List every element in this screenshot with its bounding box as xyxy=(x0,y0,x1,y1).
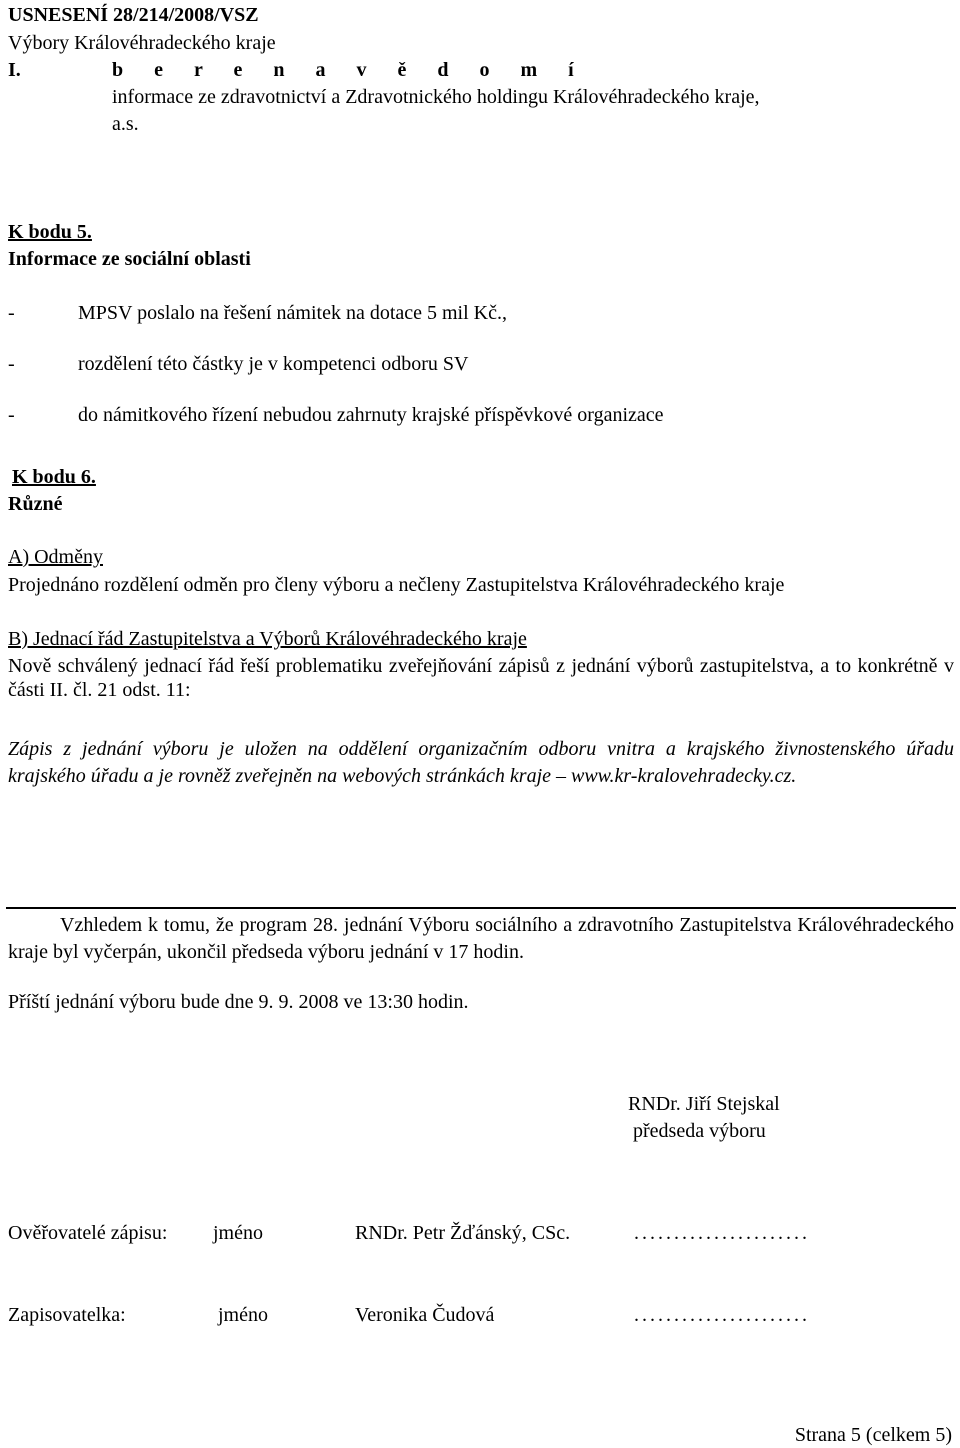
resolution-number: USNESENÍ 28/214/2008/VSZ xyxy=(8,4,259,26)
point5-heading: K bodu 5. xyxy=(8,221,92,243)
section-text-line2: a.s. xyxy=(112,113,139,135)
verifiers-name: RNDr. Petr Žďánský, CSc. xyxy=(355,1222,571,1244)
point6-heading: K bodu 6. xyxy=(12,466,96,488)
bullet-dash: - xyxy=(8,404,15,426)
point5-item-text: do námitkového řízení nebudou zahrnuty krajské příspěvkové organizace xyxy=(78,404,664,426)
recorder-signature-line: ...................... xyxy=(634,1304,810,1326)
next-meeting: Příští jednání výboru bude dne 9. 9. 2008 ve 13:30 hodin. xyxy=(8,991,469,1013)
recorder-name: Veronika Čudová xyxy=(355,1304,495,1326)
bullet-dash: - xyxy=(8,302,15,324)
point5-item-text: rozdělení této částky je v kompetenci odboru SV xyxy=(78,353,469,375)
point6-title: Různé xyxy=(8,493,63,515)
signatory-role: předseda výboru xyxy=(633,1120,766,1142)
closing-paragraph: Vzhledem k tomu, že program 28. jednání Výboru sociálního a zdravotního Zastupitelstva Královéhradeckého kraje byl vyčerpán, ukončil předseda výboru jednání v 17 hodin. xyxy=(8,914,954,963)
verifiers-label: Ověřovatelé zápisu: xyxy=(8,1222,168,1244)
point5-item xyxy=(8,403,960,427)
section-action: b e r e n a v ě d o m í xyxy=(112,59,587,81)
recorder-label: Zapisovatelka: xyxy=(8,1304,126,1326)
page-number: Strana 5 (celkem 5) xyxy=(794,1424,952,1446)
point5-item xyxy=(8,301,960,325)
bullet-dash: - xyxy=(8,353,15,375)
horizontal-rule xyxy=(6,907,956,909)
subsection-a-text: Projednáno rozdělení odměn pro členy výboru a nečleny Zastupitelstva Královéhradeckého kraje xyxy=(8,574,785,596)
point5-item-text: MPSV poslalo na řešení námitek na dotace 5 mil Kč., xyxy=(78,302,507,324)
subsection-b-title: B) Jednací řád Zastupitelstva a Výborů Královéhradeckého kraje xyxy=(8,628,527,650)
subsection-a-title: A) Odměny xyxy=(8,546,103,568)
point5-title: Informace ze sociální oblasti xyxy=(8,248,251,270)
subsection-b-text: Nově schválený jednací řád řeší problematiku zveřejňování zápisů z jednání výborů zastupitelstva, a to konkrétně v části II. čl. 21 odst. 11: xyxy=(8,655,954,701)
verifiers-name-label: jméno xyxy=(213,1222,263,1244)
quote-paragraph: Zápis z jednání výboru je uložen na oddělení organizačním odboru vnitra a krajského živnostenského úřadu krajského úřadu a je rovněž zveřejněn na webových stránkách kraje – www.kr-kralovehradecky.cz. xyxy=(8,738,954,787)
recorder-row xyxy=(0,1304,960,1330)
verifiers-row xyxy=(0,1222,960,1248)
section-numeral: I. xyxy=(8,59,21,81)
signatory-name: RNDr. Jiří Stejskal xyxy=(628,1093,780,1115)
point5-item xyxy=(8,352,960,376)
section-text-line1: informace ze zdravotnictví a Zdravotnického holdingu Královéhradeckého kraje, xyxy=(112,86,760,108)
verifiers-signature-line: ...................... xyxy=(634,1222,810,1244)
recorder-name-label: jméno xyxy=(218,1304,268,1326)
committee-name: Výbory Královéhradeckého kraje xyxy=(8,32,276,54)
